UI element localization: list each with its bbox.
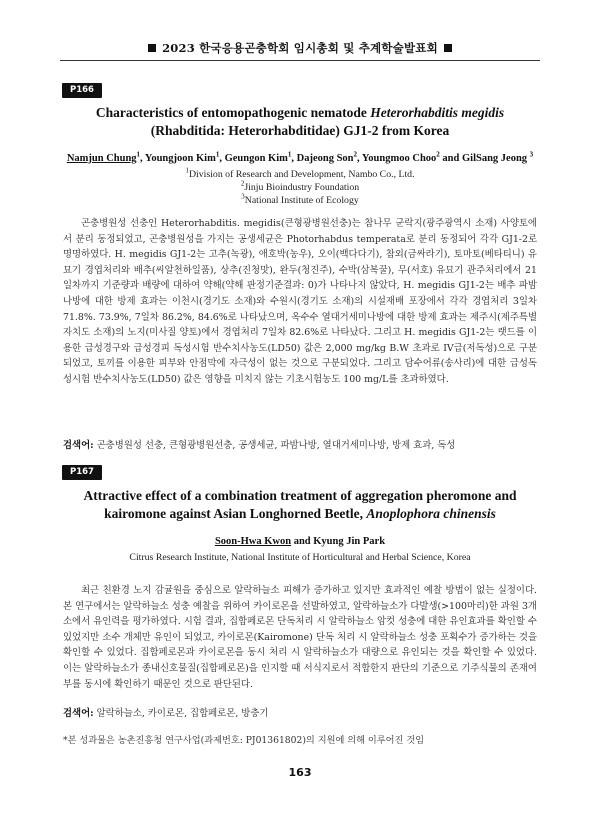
funding-footnote: *본 성과물은 농촌진흥청 연구사업(과제번호: PJ01361802)의 지원에 의해 이루어진 것임 (63, 735, 425, 746)
author: Dajeong Son (296, 153, 354, 164)
keywords-line (63, 705, 537, 719)
author: Soon-Hwa Kwon (214, 536, 292, 547)
title-species: Anoplophora chinensis (366, 506, 496, 521)
page-header (0, 40, 600, 56)
author: GilSang Jeong (461, 153, 528, 164)
abstract-badge: P167 (62, 465, 102, 480)
page-number: 163 (288, 766, 312, 779)
author-list: Soon-Hwa Kwon and Kyung Jin Park (214, 536, 386, 547)
title-text: Characteristics of entomopathogenic nematode (95, 105, 371, 120)
abstract-body: 최근 친환경 노지 감귤원을 중심으로 알락하늘소 피해가 증가하고 있지만 효과적인 예찰 방법이 없는 실정이다. 본 연구에서는 알락하늘소 성충 예찰을 위하여 카이로몬을 선발하였고, 알락하늘소가 다발생(>100마리)한 과원 3개소에서 유인력을 평가하였다. 시험 결과, 집합페로몬 단독처리 시 알락하늘소 암컷 성충에 대한 유인효과를 확인할 수 있었지만 소수 개체만 유인이 되었고, 카이로몬(Kairomone) 단독 처리 시 알락하늘소 성충 포획수가 증가하는 것을 확인할 수 있었다. 집합페로몬과 카이로몬을 동시 처리 시 알락하늘소가 대량으로 유인되는 것을 확인할 수 있었다. 이는 알락하늘소가 종내신호물질(집합페로몬)을 인지할 때 서식지로서 적합한지 판단의 기준으로 기주식물의 존재여부를 동시에 확인하기 때문인 것으로 판단된다. (63, 585, 537, 690)
affiliation: $^1$Division of Research and Development, Nambo Co., Ltd. (185, 166, 415, 180)
title-text: (Rhabditida: Heterorhabditidae) GJ1-2 from Korea (150, 123, 450, 138)
header-rule (60, 60, 540, 61)
author: Geungon Kim (224, 153, 288, 164)
keywords-text: 알락하늘소, 카이로몬, 집합페로몬, 방충기 (96, 708, 269, 719)
author: Namjun Chung (66, 153, 137, 164)
abstract-badge: P166 (62, 83, 102, 98)
author-sup: 1 (136, 150, 141, 159)
affiliation: Citrus Research Institute, National Institute of Horticultural and Herbal Science, Korea (129, 552, 471, 563)
author-sup: 3 (529, 150, 534, 159)
conference-title: 2023 한국응용곤충학회 임시총회 및 추계학술발표회 (162, 41, 438, 55)
keywords-line (63, 437, 537, 451)
title-species: Heterorhabditis megidis (370, 105, 505, 120)
affiliation: $^3$National Institute of Ecology (241, 192, 359, 206)
keywords-label: 검색어: (63, 708, 94, 719)
author-sup: 1 (287, 150, 292, 159)
author: Youngmoo Choo (361, 153, 437, 164)
square-bullet-icon (148, 44, 156, 52)
author: Youngjoon Kim (144, 153, 216, 164)
title-text: Attractive effect of a combination treatment of aggregation pheromone and kairomone against Asian Longhorned Beetle, (83, 488, 517, 521)
affiliation: $^2$Jinju Bioindustry Foundation (240, 179, 360, 193)
keywords-label: 검색어: (63, 440, 94, 451)
author: Kyung Jin Park (313, 536, 386, 547)
keywords-text: 곤충병원성 선충, 큰형광병원선충, 공생세균, 파밤나방, 열대거세미나방, 방제 효과, 독성 (96, 440, 456, 451)
square-bullet-icon (444, 44, 452, 52)
author-sup: 2 (436, 150, 440, 159)
affiliation-list (60, 551, 540, 564)
abstract-body: 곤충병원성 선충인 Heterorhabditis. megidis(큰형광병원선충)는 참나무 군락지(광주광역시 소재) 사양토에서 분리 동정되었고, 곤충병원성을 가지는 공생세균은 Photorhabdus temperata로 분리 동정되어 각각 GJ1-2로 명명하였다. H. megidis GJ1-2는 고추(녹광), 애호박(농우), 오이(백다다기), 참외(금싸라기), 토마토(베타티니) 유묘기 경엽처리와 배추(씨알천하일품), 상추(진청맛), 완두(청진주), 수박(삼복꿀), 무(서호) 유묘기 관주처리에서 21일차까지 기준량과 배량에 대하여 약해(약해 판정기준결과: 0)가 나타나지 않았다, H. megidis GJ1-2는 배추 파밤나방에 대한 방제 효과는 이천시(경기도 소재)와 수원시(경기도 소재)의 시설재배 포장에서 각각 경엽처리 3일차 71.8%. 73.9%, 7일차 86.2%, 84.6%로 나타났으며, 옥수수 열대거세미나방에 대한 방제 효과는 제주시(제주특별자치도 소재)의 노지(미사질 양토)에서 경엽처리 7일차 82.6%로 나타났다. 그리고 H. megidis GJ1-2는 랫드를 이용한 급성경구와 급성경피 독성시험 반수치사농도(LD50) 값은 2,000 mg/kg B.W 초과로 IV급(저독성)으로 구분되었고, 토끼를 이용한 피부와 안점막에 자극성이 없는 것으로 구분되었다. 그리고 담수어류(송사리)에 대한 급성독성시험 반수치사농도(LD50) 값은 영향을 미치지 않는 기초시험농도 100 mg/L를 초과하였다. (63, 218, 537, 385)
abstract-title (60, 487, 540, 523)
author-sup: 1 (215, 150, 220, 159)
affiliation-list (60, 168, 540, 207)
author-sup: 2 (353, 150, 358, 159)
abstract-title (60, 104, 540, 140)
author-list: Namjun Chung$^1$, Youngjoon Kim$^1$, Geungon Kim$^1$, Dajeong Son$^2$, Youngmoo Choo$^2$ and GilSang Jeong $^3$ (66, 150, 534, 164)
